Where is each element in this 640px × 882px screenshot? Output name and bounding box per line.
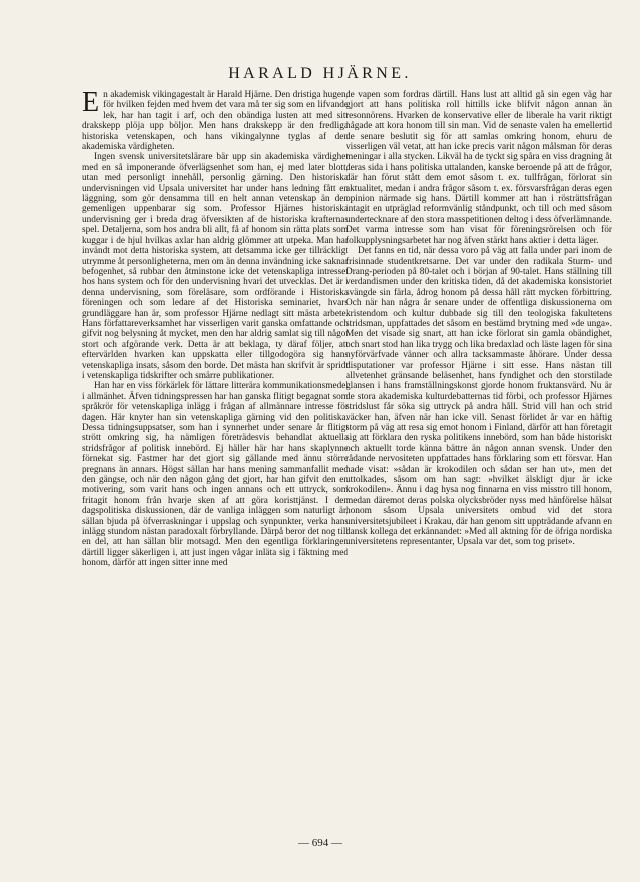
- drop-cap: E: [82, 87, 100, 118]
- paragraph-text: n akademisk vikingagestalt är Harald Hjärne. Den dristiga hugen, för hvilken fejden med hvem det vara må ter sig som en lifvande lek, har han tagit i arf, och den obändiga lusten att med sitt drakskepp plöja upp böljor. Men hans drakskepp är den fredliga historiska vetenskapen, och hans vikingalynne tyglas af den akademiska värdigheten.: [82, 90, 348, 153]
- article-title: HARALD HJÄRNE.: [228, 64, 412, 82]
- page-number: — 694 —: [298, 837, 342, 849]
- paragraph: Han har en viss förkärlek för lättare litterära kommunikationsmedel i allmänhet. Äfven tidningspressen har han ganska flitigt begagnat som språkrör för vetenskapliga inlägg i frågan af allmännare intresse för dagen. Här knyter han sin vetenskapliga gärning vid den politiska. Dessa tidningsuppsatser, som han i synnerhet under senare år flitigt strött omkring sig, ha nämligen företrädesvis behandlat aktuella stridsfrågor af politisk innebörd. Ej häller här har hans skaplynne förnekat sig. Fastmer har det gjort sig gällande med ännu större pregnans än annars. Högst sällan har hans mening sammanfallit med den gängse, och när den någon gång det gjort, har han gifvit den en motivering, som varit hans och ingen annans och ett uttryck, som fritagit honom från hvarje sken af att göra koristtjänst. I den dagspolitiska diskussionen, där de vanliga inläggen som naturligt är, sällan bjuda på öfverraskningar i uppslag och synpunkter, verka hans inlägg stundom nästan paradoxalt förbryllande. Därpå beror det nog till en del, att han sällan blir motsagd. Men den egentliga förklaringen därtill ligger säkerligen i, att just ingen vågar inläta sig i fäktning med honom, därför att ingen sitter inne med: [82, 381, 348, 569]
- paragraph: de vapen som fordras därtill. Hans lust att alltid gå sin egen väg har gjort att hans politiska roll hittills icke blifvit någon annan än resonnörens. Hvarken de konservative eller de liberale ha varit riktigt hågade att kora honom till sin man. Vid de senaste valen ha emellertid de senare beslutit sig för att samlas omkring honom, ehuru de visserligen väl vetat, att han icke precis varit någon målsman för deras meningar i alla stycken. Likväl ha de tyckt sig spåra en viss dragning åt deras sida i hans politiska uttalanden, kanske beroende på att de frågor, där han förut stått dem emot såsom t. ex. tullfrågan, förlorat sin aktualitet, medan i andra frågor såsom t. ex. försvarsfrågan deras egen opinion närmade sig hans. Därtill kommer att han i rösträttsfrågan intagit en utpräglad reformvänlig ståndpunkt, och till och med såsom undertecknare af den stora masspetitionen deltog i dess öfverlämnande. Det varma intresse som han visat för föreningsrörelsen och för folkupplysningsarbetet har nog äfven stärkt hans aktier i detta läger.: [346, 90, 612, 246]
- right-column: [346, 90, 612, 548]
- paragraph: [82, 87, 348, 153]
- paragraph: Det fanns en tid, när dessa voro på väg att falla under pari inom de frisinnade studentkretsarne. Det var under den radikala Sturm- und Drang-perioden på 80-talet och i början af 90-talet. Hans ställning till verdandismen under den kritiska tiden, då det akademiska konsistoriet svängde sin färla, ådrog honom på dessa håll rätt mycken förbittring. Och när han några år senare under de offentliga diskussionerna om kristendom och kultur dubbade sig till den teologiska fakultetens stridsman, uppfattades det såsom en bestämd brytning med »de unga». Men det visade sig snart, att han icke förlorat sin gamla obändighet, och snart stod han lika trygg och lika bredaxlad och läste lagen för sina nyförvärfvade vänner och allra tacksammaste åhörare. Under dessa disputationer var professor Hjärne i sitt esse. Hans nästan till allvetenhet gränsande beläsenhet, hans fyndighet och den storstilade glansen i hans framställningskonst gjorde honom fruktansvärd. Nu är de stora akademiska kulturdebatternas tid förbi, och professor Hjärnes stridslust får söka sig uttryck på andra håll. Strid vill han och strid väcker han, äfven när han icke vill. Senast förlidet år var en häftig storm på väg att resa sig emot honom i Finland, därför att han företagit sig att förklara den ryska politikens innebörd, som han både historiskt och aktuellt torde känna bättre än någon annan svensk. Under den rådande nervositeten uppfattades hans förklaring som ett försvar. Han hade visat: »sådan är krokodilen och sådan ser han ut», men det uttolkades, såsom om han sagt: »hvilket älskligt djur är icke krokodilen». Ännu i dag hysa nog finnarna en viss misstro till honom, medan däremot deras polska olycksbröder nyss med hänförelse hälsat honom såsom Upsala universitets ombud vid det stora universitetsjubileet i Krakau, där han genom sitt uppträdande afvann en dansk kollega det erkännandet: »Med all aktning för de öfriga nordiska universitetens representanter, Upsala var det, som tog priset».: [346, 246, 612, 548]
- left-column: [82, 87, 348, 569]
- paragraph: Ingen svensk universitetslärare bär upp sin akademiska värdighet med en så imponerande öfverlägsenhet som han, ej med later blott, utan med personligt innehåll, personlig gärning. Den historiska undervisningen vid Upsala universitet har under hans ledning fått en läggning, som gör densamma till en helt annan vetenskap än den gemenligen uppenbarar sig som. Professor Hjärnes historiska undervisning ger i breda drag öfversikten af de historiska krafternas spel. Detaljerna, som hos andra bli allt, få af honom sin rätta plats som kuggar i de hjul hvilkas axlar han aldrig glömmer att utpeka. Man har invändt mot detta historiska system, att detsamma icke ger tillräckligt utrymme åt personligheterna, men om än denna invändning icke saknar befogenhet, så rubbar den åtminstone icke det vetenskapliga intresset hos hans system och för den undervisning hvari det utvecklas. Det är i denna undervisning, som föreläsare, som ordförande i Historiska föreningen och som ledare af det Historiska seminariet, hvars grundläggare han är, som professor Hjärne nedlagt sitt mästa arbete. Hans författareverksamhet har visserligen varit ganska omfattande och gifvit nog belysning åt mycket, men den har aldrig samlat sig till något stort och afgörande verk. Detta är att beklaga, ty däraf följer, att eftervärlden hvarken kan uppskatta eller tillgodogöra sig hans vetenskapliga insats, såsom den borde. Det mästa han skrifvit är spridt i vetenskapliga tidskrifter och smärre publikationer.: [82, 152, 348, 381]
